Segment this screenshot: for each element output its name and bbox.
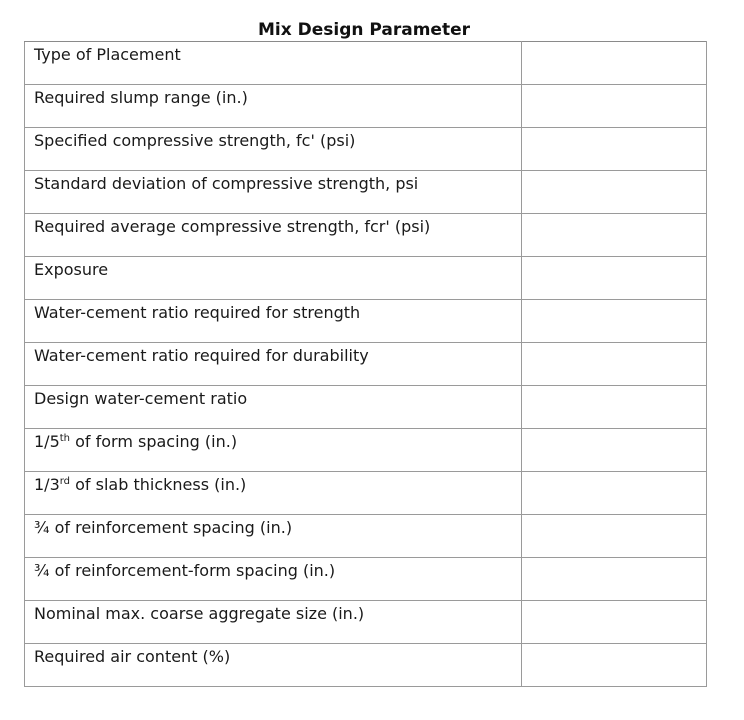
table-row — [25, 515, 707, 558]
row-label-specified-compressive-strength: Specified compressive strength, fc' (psi) — [25, 128, 522, 171]
row-label-reinforcement-spacing: ¾ of reinforcement spacing (in.) — [25, 515, 522, 558]
row-value-reinforcement-spacing[interactable] — [522, 515, 707, 558]
ordinal-superscript: rd — [59, 476, 71, 487]
row-value-standard-deviation[interactable] — [522, 171, 707, 214]
row-label-reinforcement-form-spacing: ¾ of reinforcement-form spacing (in.) — [25, 558, 522, 601]
page-title: Mix Design Parameter — [257, 20, 471, 40]
table-row — [25, 558, 707, 601]
table-row — [25, 601, 707, 644]
table-row — [25, 386, 707, 429]
row-value-exposure[interactable] — [522, 257, 707, 300]
row-label-nominal-max-aggregate: Nominal max. coarse aggregate size (in.) — [25, 601, 522, 644]
table-row — [25, 644, 707, 687]
row-label-exposure: Exposure — [25, 257, 522, 300]
row-label-wc-ratio-durability: Water-cement ratio required for durability — [25, 343, 522, 386]
row-label-form-spacing — [25, 429, 522, 472]
row-label-standard-deviation: Standard deviation of compressive strength, psi — [25, 171, 522, 214]
row-label-part: of slab thickness (in.) — [70, 475, 247, 494]
ordinal-superscript: th — [59, 433, 71, 444]
table-row — [25, 472, 707, 515]
row-value-design-wc-ratio[interactable] — [522, 386, 707, 429]
row-label-part: of form spacing (in.) — [70, 432, 238, 451]
row-value-form-spacing[interactable] — [522, 429, 707, 472]
table-row — [25, 171, 707, 214]
mix-design-table — [24, 41, 707, 687]
row-value-reinforcement-form-spacing[interactable] — [522, 558, 707, 601]
row-value-slab-thickness[interactable] — [522, 472, 707, 515]
table-row — [25, 343, 707, 386]
row-label-required-slump-range: Required slump range (in.) — [25, 85, 522, 128]
row-label-part: 1/3 — [34, 475, 60, 494]
row-value-wc-ratio-durability[interactable] — [522, 343, 707, 386]
row-label-required-air-content: Required air content (%) — [25, 644, 522, 687]
row-label-required-average-strength: Required average compressive strength, fcr' (psi) — [25, 214, 522, 257]
row-value-required-average-strength[interactable] — [522, 214, 707, 257]
row-label-wc-ratio-strength: Water-cement ratio required for strength — [25, 300, 522, 343]
row-label-part: 1/5 — [34, 432, 60, 451]
row-value-wc-ratio-strength[interactable] — [522, 300, 707, 343]
table-row — [25, 128, 707, 171]
table-row — [25, 257, 707, 300]
row-label-type-of-placement: Type of Placement — [25, 42, 522, 85]
row-value-required-slump-range[interactable] — [522, 85, 707, 128]
row-value-required-air-content[interactable] — [522, 644, 707, 687]
table-row — [25, 214, 707, 257]
table-row — [25, 42, 707, 85]
table-row — [25, 429, 707, 472]
row-value-type-of-placement[interactable] — [522, 42, 707, 85]
row-label-slab-thickness — [25, 472, 522, 515]
row-value-nominal-max-aggregate[interactable] — [522, 601, 707, 644]
row-value-specified-compressive-strength[interactable] — [522, 128, 707, 171]
table-row — [25, 85, 707, 128]
row-label-design-wc-ratio: Design water-cement ratio — [25, 386, 522, 429]
table-row — [25, 300, 707, 343]
